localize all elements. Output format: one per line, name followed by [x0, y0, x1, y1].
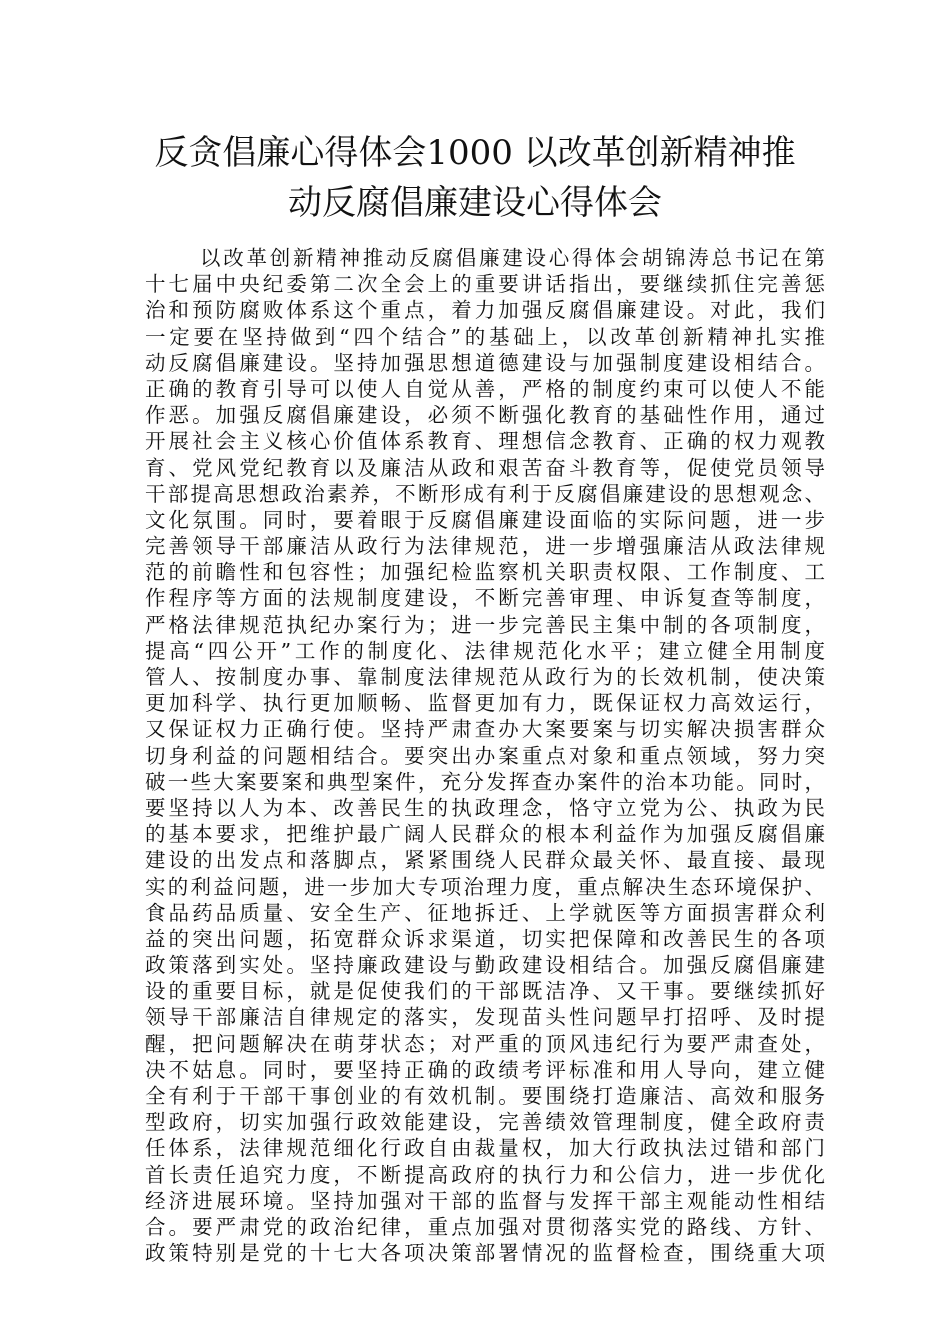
- text-line: 一定要在坚持做到“四个结合”的基础上，以改革创新精神扎实推: [145, 324, 825, 349]
- text-line: 建设的出发点和落脚点，紧紧围绕人民群众最关怀、最直接、最现: [145, 848, 825, 873]
- text-line: 设的重要目标，就是促使我们的干部既洁净、又干事。要继续抓好: [145, 979, 825, 1004]
- text-line: 又保证权力正确行使。坚持严肃查办大案要案与切实解决损害群众: [145, 717, 825, 742]
- text-line: 益的突出问题，拓宽群众诉求渠道，切实把保障和改善民生的各项: [145, 926, 825, 951]
- text-line: 政策落到实处。坚持廉政建设与勤政建设相结合。加强反腐倡廉建: [145, 953, 825, 978]
- text-line: 型政府，切实加强行政效能建设，完善绩效管理制度，健全政府责: [145, 1110, 825, 1135]
- text-line: 切身利益的问题相结合。要突出办案重点对象和重点领域，努力突: [145, 743, 825, 768]
- text-line: 破一些大案要案和典型案件，充分发挥查办案件的治本功能。同时，: [145, 769, 825, 794]
- text-line: 文化氛围。同时，要着眼于反腐倡廉建设面临的实际问题，进一步: [145, 507, 825, 532]
- text-line: 作程序等方面的法规制度建设，不断完善审理、申诉复查等制度，: [145, 586, 825, 611]
- text-line: 提高“四公开”工作的制度化、法律规范化水平；建立健全用制度: [145, 638, 825, 663]
- text-line: 完善领导干部廉洁从政行为法律规范，进一步增强廉洁从政法律规: [145, 534, 825, 559]
- text-line: 开展社会主义核心价值体系教育、理想信念教育、正确的权力观教: [145, 429, 825, 454]
- text-line: 任体系，法律规范细化行政自由裁量权，加大行政执法过错和部门: [145, 1136, 825, 1161]
- title-line: 反贪倡廉心得体会1000 以改革创新精神推: [154, 133, 796, 173]
- text-line: 干部提高思想政治素养，不断形成有利于反腐倡廉建设的思想观念、: [145, 481, 825, 506]
- text-line: 合。要严肃党的政治纪律，重点加强对贯彻落实党的路线、方针、: [145, 1214, 825, 1239]
- text-line: 决不姑息。同时，要坚持正确的政绩考评标准和用人导向，建立健: [145, 1057, 825, 1082]
- text-line: 动反腐倡廉建设。坚持加强思想道德建设与加强制度建设相结合。: [145, 350, 825, 375]
- text-line: 十七届中央纪委第二次全会上的重要讲话指出，要继续抓住完善惩: [145, 272, 825, 297]
- text-line: 醒，把问题解决在萌芽状态；对严重的顶风违纪行为要严肃查处，: [145, 1031, 825, 1056]
- text-line: 作恶。加强反腐倡廉建设，必须不断强化教育的基础性作用，通过: [145, 403, 825, 428]
- text-line: 实的利益问题，进一步加大专项治理力度，重点解决生态环境保护、: [145, 874, 825, 899]
- text-line: 经济进展环境。坚持加强对干部的监督与发挥干部主观能动性相结: [145, 1188, 825, 1213]
- text-line: 首长责任追究力度，不断提高政府的执行力和公信力，进一步优化: [145, 1162, 825, 1187]
- text-line: 正确的教育引导可以使人自觉从善，严格的制度约束可以使人不能: [145, 376, 825, 401]
- text-line: 领导干部廉洁自律规定的落实，发现苗头性问题早打招呼、及时提: [145, 1005, 825, 1030]
- text-line: 要坚持以人为本、改善民生的执政理念，恪守立党为公、执政为民: [145, 795, 825, 820]
- text-line: 的基本要求，把维护最广阔人民群众的根本利益作为加强反腐倡廉: [145, 822, 825, 847]
- text-line: 全有利于干部干事创业的有效机制。要围绕打造廉洁、高效和服务: [145, 1084, 825, 1108]
- text-line: 以改革创新精神推动反腐倡廉建设心得体会胡锦涛总书记在第: [200, 246, 825, 270]
- document-title: [130, 128, 820, 228]
- text-line: 严格法律规范执纪办案行为；进一步完善民主集中制的各项制度，: [145, 612, 825, 637]
- text-line: 政策特别是党的十七大各项决策部署情况的监督检查，围绕重大项: [145, 1241, 825, 1266]
- body-paragraph: [145, 245, 825, 1266]
- text-line: 育、党风党纪教育以及廉洁从政和艰苦奋斗教育等，促使党员领导: [145, 455, 825, 480]
- text-line: 治和预防腐败体系这个重点，着力加强反腐倡廉建设。对此，我们: [145, 298, 825, 323]
- text-line: 更加科学、执行更加顺畅、监督更加有力，既保证权力高效运行，: [145, 691, 825, 716]
- title-line: 动反腐倡廉建设心得体会: [288, 183, 662, 223]
- text-line: 食品药品质量、安全生产、征地拆迁、上学就医等方面损害群众利: [145, 900, 825, 925]
- text-line: 范的前瞻性和包容性；加强纪检监察机关职责权限、工作制度、工: [145, 560, 825, 585]
- text-line: 管人、按制度办事、靠制度法律规范从政行为的长效机制，使决策: [145, 665, 825, 689]
